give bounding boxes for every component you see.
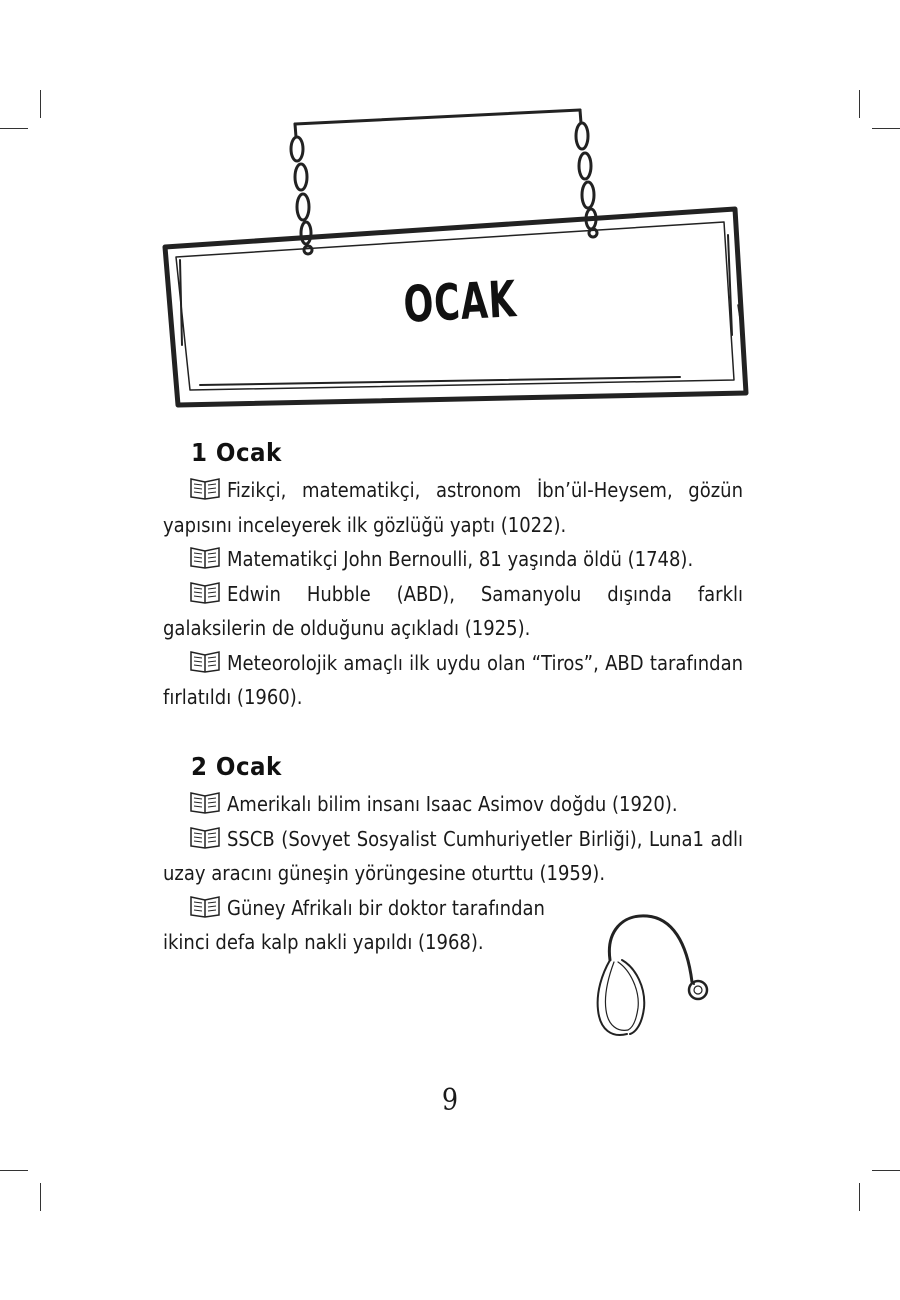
entry-text: Edwin Hubble (ABD), Samanyolu dışında farklı galaksilerin de olduğunu açıkladı (1925). [163, 581, 743, 640]
crop-mark [40, 1183, 41, 1211]
entry [163, 891, 573, 960]
entry [163, 473, 743, 542]
stethoscope-icon [592, 912, 752, 1047]
day-section-1 [163, 438, 743, 715]
open-book-icon [189, 825, 221, 849]
open-book-icon [189, 545, 221, 569]
open-book-icon [189, 649, 221, 673]
entry-text: Matematikçi John Bernoulli, 81 yaşında öldü (1748). [227, 547, 694, 571]
month-title: OCAK [402, 270, 518, 334]
open-book-icon [189, 894, 221, 918]
sign-board-icon [160, 105, 760, 415]
crop-mark [872, 1170, 900, 1171]
crop-mark [859, 1183, 860, 1211]
entry [163, 542, 743, 577]
crop-mark [0, 128, 28, 129]
entry [163, 577, 743, 646]
page-number: 9 [441, 1083, 459, 1118]
entry-text: Amerikalı bilim insanı Isaac Asimov doğdu (1920). [227, 792, 678, 816]
open-book-icon [189, 476, 221, 500]
hanging-sign [160, 105, 760, 415]
open-book-icon [189, 790, 221, 814]
entry [163, 646, 743, 715]
entry [163, 822, 743, 891]
entry-text: Güney Afrikalı bir doktor tarafından ikinci defa kalp nakli yapıldı (1968). [163, 895, 545, 954]
day-heading: 1 Ocak [191, 438, 282, 467]
entry [163, 787, 743, 822]
entry-text: SSCB (Sovyet Sosyalist Cumhuriyetler Birliği), Luna1 adlı uzay aracını güneşin yörüngesine oturttu (1959). [163, 826, 743, 885]
open-book-icon [189, 580, 221, 604]
crop-mark [859, 90, 860, 118]
crop-mark [40, 90, 41, 118]
entry-text: Fizikçi, matematikçi, astronom İbn’ül-Heysem, gözün yapısını inceleyerek ilk gözlüğü yaptı (1022). [163, 478, 743, 537]
crop-mark [872, 128, 900, 129]
entry-text: Meteorolojik amaçlı ilk uydu olan “Tiros”, ABD tarafından fırlatıldı (1960). [163, 650, 743, 709]
crop-mark [0, 1170, 28, 1171]
day-heading: 2 Ocak [191, 752, 282, 781]
